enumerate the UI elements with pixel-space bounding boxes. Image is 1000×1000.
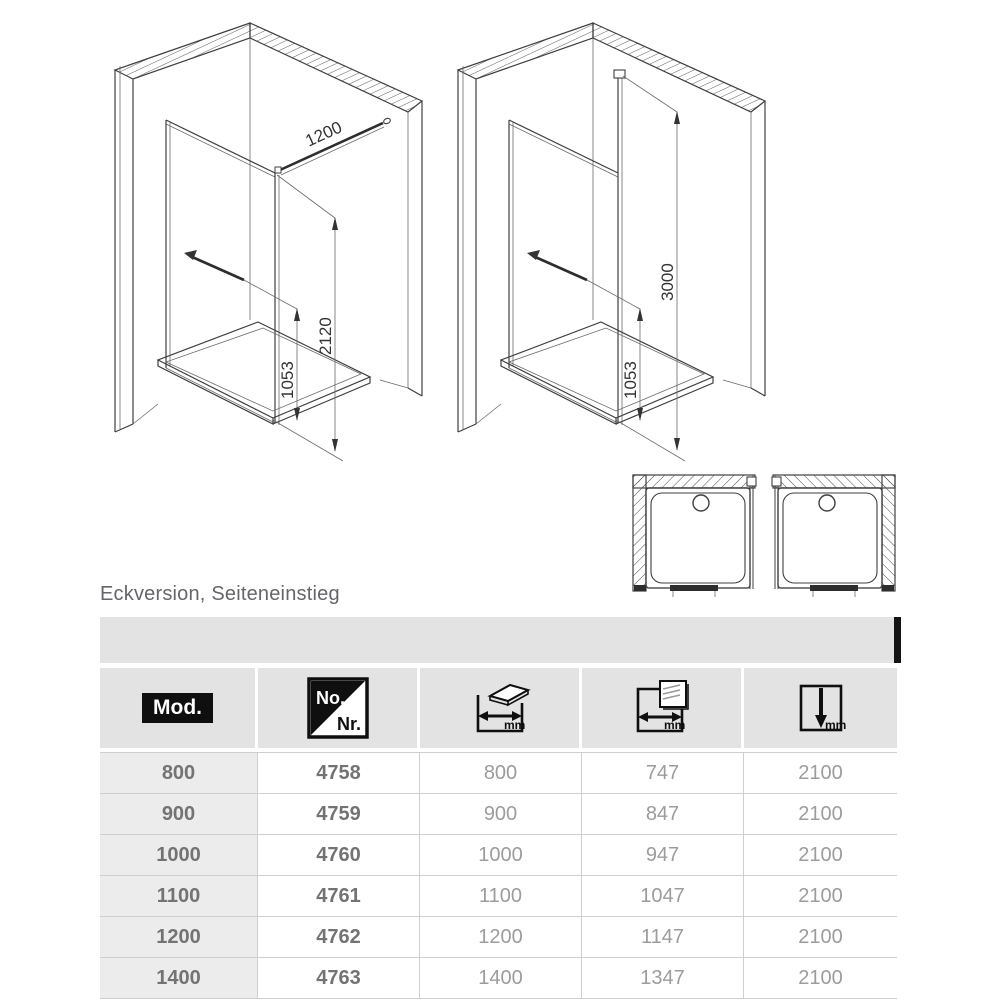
iso-diagram-right [443,8,788,478]
table-row [100,876,897,917]
col-mod-header [100,668,258,748]
col-no-nr-header [258,668,420,748]
mod-cell: 1200 [100,917,258,957]
nr-cell: 4758 [258,753,420,793]
mod-cell: 800 [100,753,258,793]
height-cell: 2100 [744,958,897,998]
glass-width-cell: 1347 [582,958,744,998]
mod-cell: 1000 [100,835,258,875]
table-row [100,753,897,794]
width-cell: 1000 [420,835,582,875]
glass-unit-label: mm [663,718,685,732]
width-cell: 1200 [420,917,582,957]
height-unit-label: mm [824,718,846,732]
mod-badge: Mod. [142,693,213,723]
ceiling-height-dim-label: 3000 [658,263,677,301]
glass-width-cell: 847 [582,794,744,834]
height-mm-icon [792,679,850,737]
col-height-header [744,668,897,748]
mod-cell: 900 [100,794,258,834]
towel-bar [527,250,587,280]
dimension-1053 [244,280,300,421]
col-width-header [420,668,582,748]
no-label: No. [315,688,345,708]
glass-width-cell: 747 [582,753,744,793]
mod-cell: 1400 [100,958,258,998]
iso-diagram-left [100,8,445,478]
table-row [100,958,897,999]
table-body [100,752,897,999]
nr-cell: 4763 [258,958,420,998]
towel-bar [184,250,244,280]
nr-label: Nr. [336,714,361,734]
handle-height-dim-label: 1053 [278,361,297,399]
nr-cell: 4759 [258,794,420,834]
col-glass-width-header [582,668,744,748]
width-cell: 1100 [420,876,582,916]
table-row [100,835,897,876]
plan-view-left [620,470,760,602]
glass-height-dim-label: 2120 [316,317,335,355]
height-cell: 2100 [744,876,897,916]
width-cell: 1400 [420,958,582,998]
nr-cell: 4762 [258,917,420,957]
glass-width-cell: 947 [582,835,744,875]
height-cell: 2100 [744,753,897,793]
glass-width-cell: 1147 [582,917,744,957]
bar-length-dim-label: 1200 [302,117,345,151]
no-nr-icon [307,677,369,739]
section-heading: Eckversion, Seiteneinstieg [100,583,340,605]
dimension-1053 [587,280,643,421]
glass-width-cell: 1047 [582,876,744,916]
table-row [100,917,897,958]
width-cell: 800 [420,753,582,793]
walls [458,23,765,432]
width-mm-icon [468,679,532,737]
nr-cell: 4760 [258,835,420,875]
height-cell: 2100 [744,917,897,957]
dimension-1200 [303,118,345,151]
plan-view-right [768,470,908,602]
glass-width-mm-icon [630,679,694,737]
shower-tray [501,322,713,424]
height-cell: 2100 [744,835,897,875]
handle-height-dim-label: 1053 [621,361,640,399]
table-top-band [100,617,901,663]
mod-cell: 1100 [100,876,258,916]
shower-tray [158,322,370,424]
width-unit-label: mm [503,718,525,732]
nr-cell: 4761 [258,876,420,916]
ceiling-post [614,70,625,175]
width-cell: 900 [420,794,582,834]
height-cell: 2100 [744,794,897,834]
spec-table-header [100,668,897,748]
table-row [100,794,897,835]
dimension-2120 [273,175,343,461]
walls [115,23,422,432]
table-top-band-end-cap [894,617,901,663]
